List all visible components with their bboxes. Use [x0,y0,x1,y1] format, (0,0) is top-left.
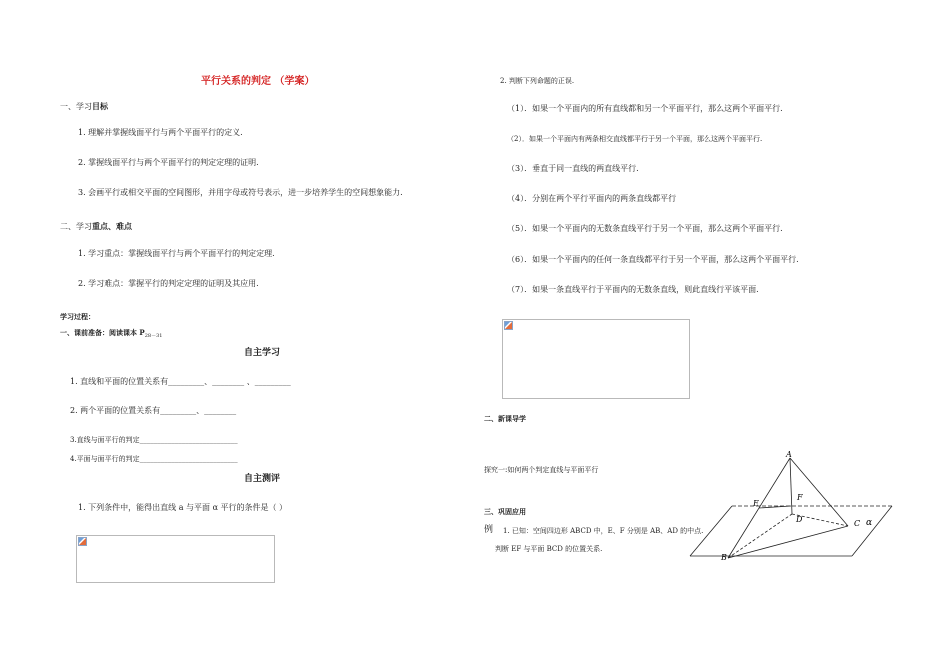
section-new-lesson: 二、新课导学 [484,414,526,423]
pre-class-prep [60,329,162,337]
plane-edge-right [852,506,892,556]
self-test-question: 1. 下列条件中，能得出直线 a 与平面 α 平行的条件是（ ） [78,503,288,512]
edge-AD [790,458,792,514]
statement-item: （5）．如果一个平面内的无数条直线平行于另一个平面，那么这两个平面平行. [507,224,783,233]
broken-image-icon [78,537,87,546]
statement-item: （7）．如果一条直线平行于平面内的无数条直线，则此直线行平该平面. [507,285,759,294]
image-placeholder [502,319,690,399]
page-title: 平行关系的判定 （学案） [201,76,315,87]
label-A: A [786,450,792,459]
self-study-item: 2. 两个平面的位置关系有_________、________ [70,406,237,415]
label-B: B [721,553,727,562]
label-alpha: α [866,518,873,528]
self-study-item: 4.平面与面平行的判定____________________________ [70,455,238,463]
label-E: E [753,499,759,508]
prep-main: 一、课前准备：阅读课本 P [60,328,145,337]
key-point-item: 2. 学习难点：掌握平行的判定定理的证明及其应用. [78,279,259,288]
section-number: 一、学习 [60,102,92,111]
image-placeholder [76,535,275,583]
example-text: 1. 已知：空间四边形 ABCD 中，E、F 分别是 AB、AD 的中点. [503,527,704,535]
explore-question: 探究一:如何两个判定直线与平面平行 [484,466,599,474]
tetrahedron-figure [680,448,895,568]
plane-edge-left [690,506,732,556]
statement-item: （4）．分别在两个平行平面内的两条直线都平行 [507,194,677,203]
statement-item: （3）．垂直于同一直线的两直线平行. [507,164,639,173]
self-study-item: 1. 直线和平面的位置关系有_________、________ 、_________ [70,377,291,386]
self-test-heading: 自主测评 [244,474,281,484]
judge-title: 2. 判断下列命题的正误. [500,77,575,85]
section-apply: 三、巩固应用 [484,507,526,516]
self-study-item: 3.直线与面平行的判定____________________________ [70,436,238,444]
broken-image-icon [504,321,513,330]
section-bold: 重点、难点 [92,221,132,231]
goal-item: 3. 会画平行或相交平面的空间图形，并用字母或符号表示，进一步培养学生的空间想象能力. [78,188,403,197]
example-label: 例 [484,525,494,535]
section-number: 二、学习 [60,222,92,231]
statement-item: （2）．如果一个平面内有两条相交直线都平行于另一个平面，那么这两个平面平行. [507,135,763,143]
prep-page-range: 28－31 [144,333,163,339]
goal-item: 2. 掌握线面平行与两个平面平行的判定定理的证明. [78,158,259,167]
statement-item: （1）．如果一个平面内的所有直线都和另一个平面平行，那么这两个平面平行. [507,104,783,113]
statement-item: （6）．如果一个平面内的任何一条直线都平行于另一个平面，那么这两个平面平行. [507,255,799,264]
section-key-points [60,222,132,231]
example-text: 判断 EF 与平面 BCD 的位置关系. [495,545,603,553]
label-C: C [854,519,861,528]
label-F: F [797,493,803,502]
label-D: D [796,515,803,524]
goal-item: 1. 理解并掌握线面平行与两个平面平行的定义. [78,128,243,137]
section-learning-goals [60,102,108,111]
section-bold: 目标 [92,101,108,111]
self-study-heading: 自主学习 [244,348,281,358]
key-point-item: 1. 学习重点：掌握线面平行与两个平面平行的判定定理. [78,249,275,258]
edge-BD [728,514,792,558]
edge-BC [728,526,848,558]
process-label: 学习过程： [60,312,95,321]
